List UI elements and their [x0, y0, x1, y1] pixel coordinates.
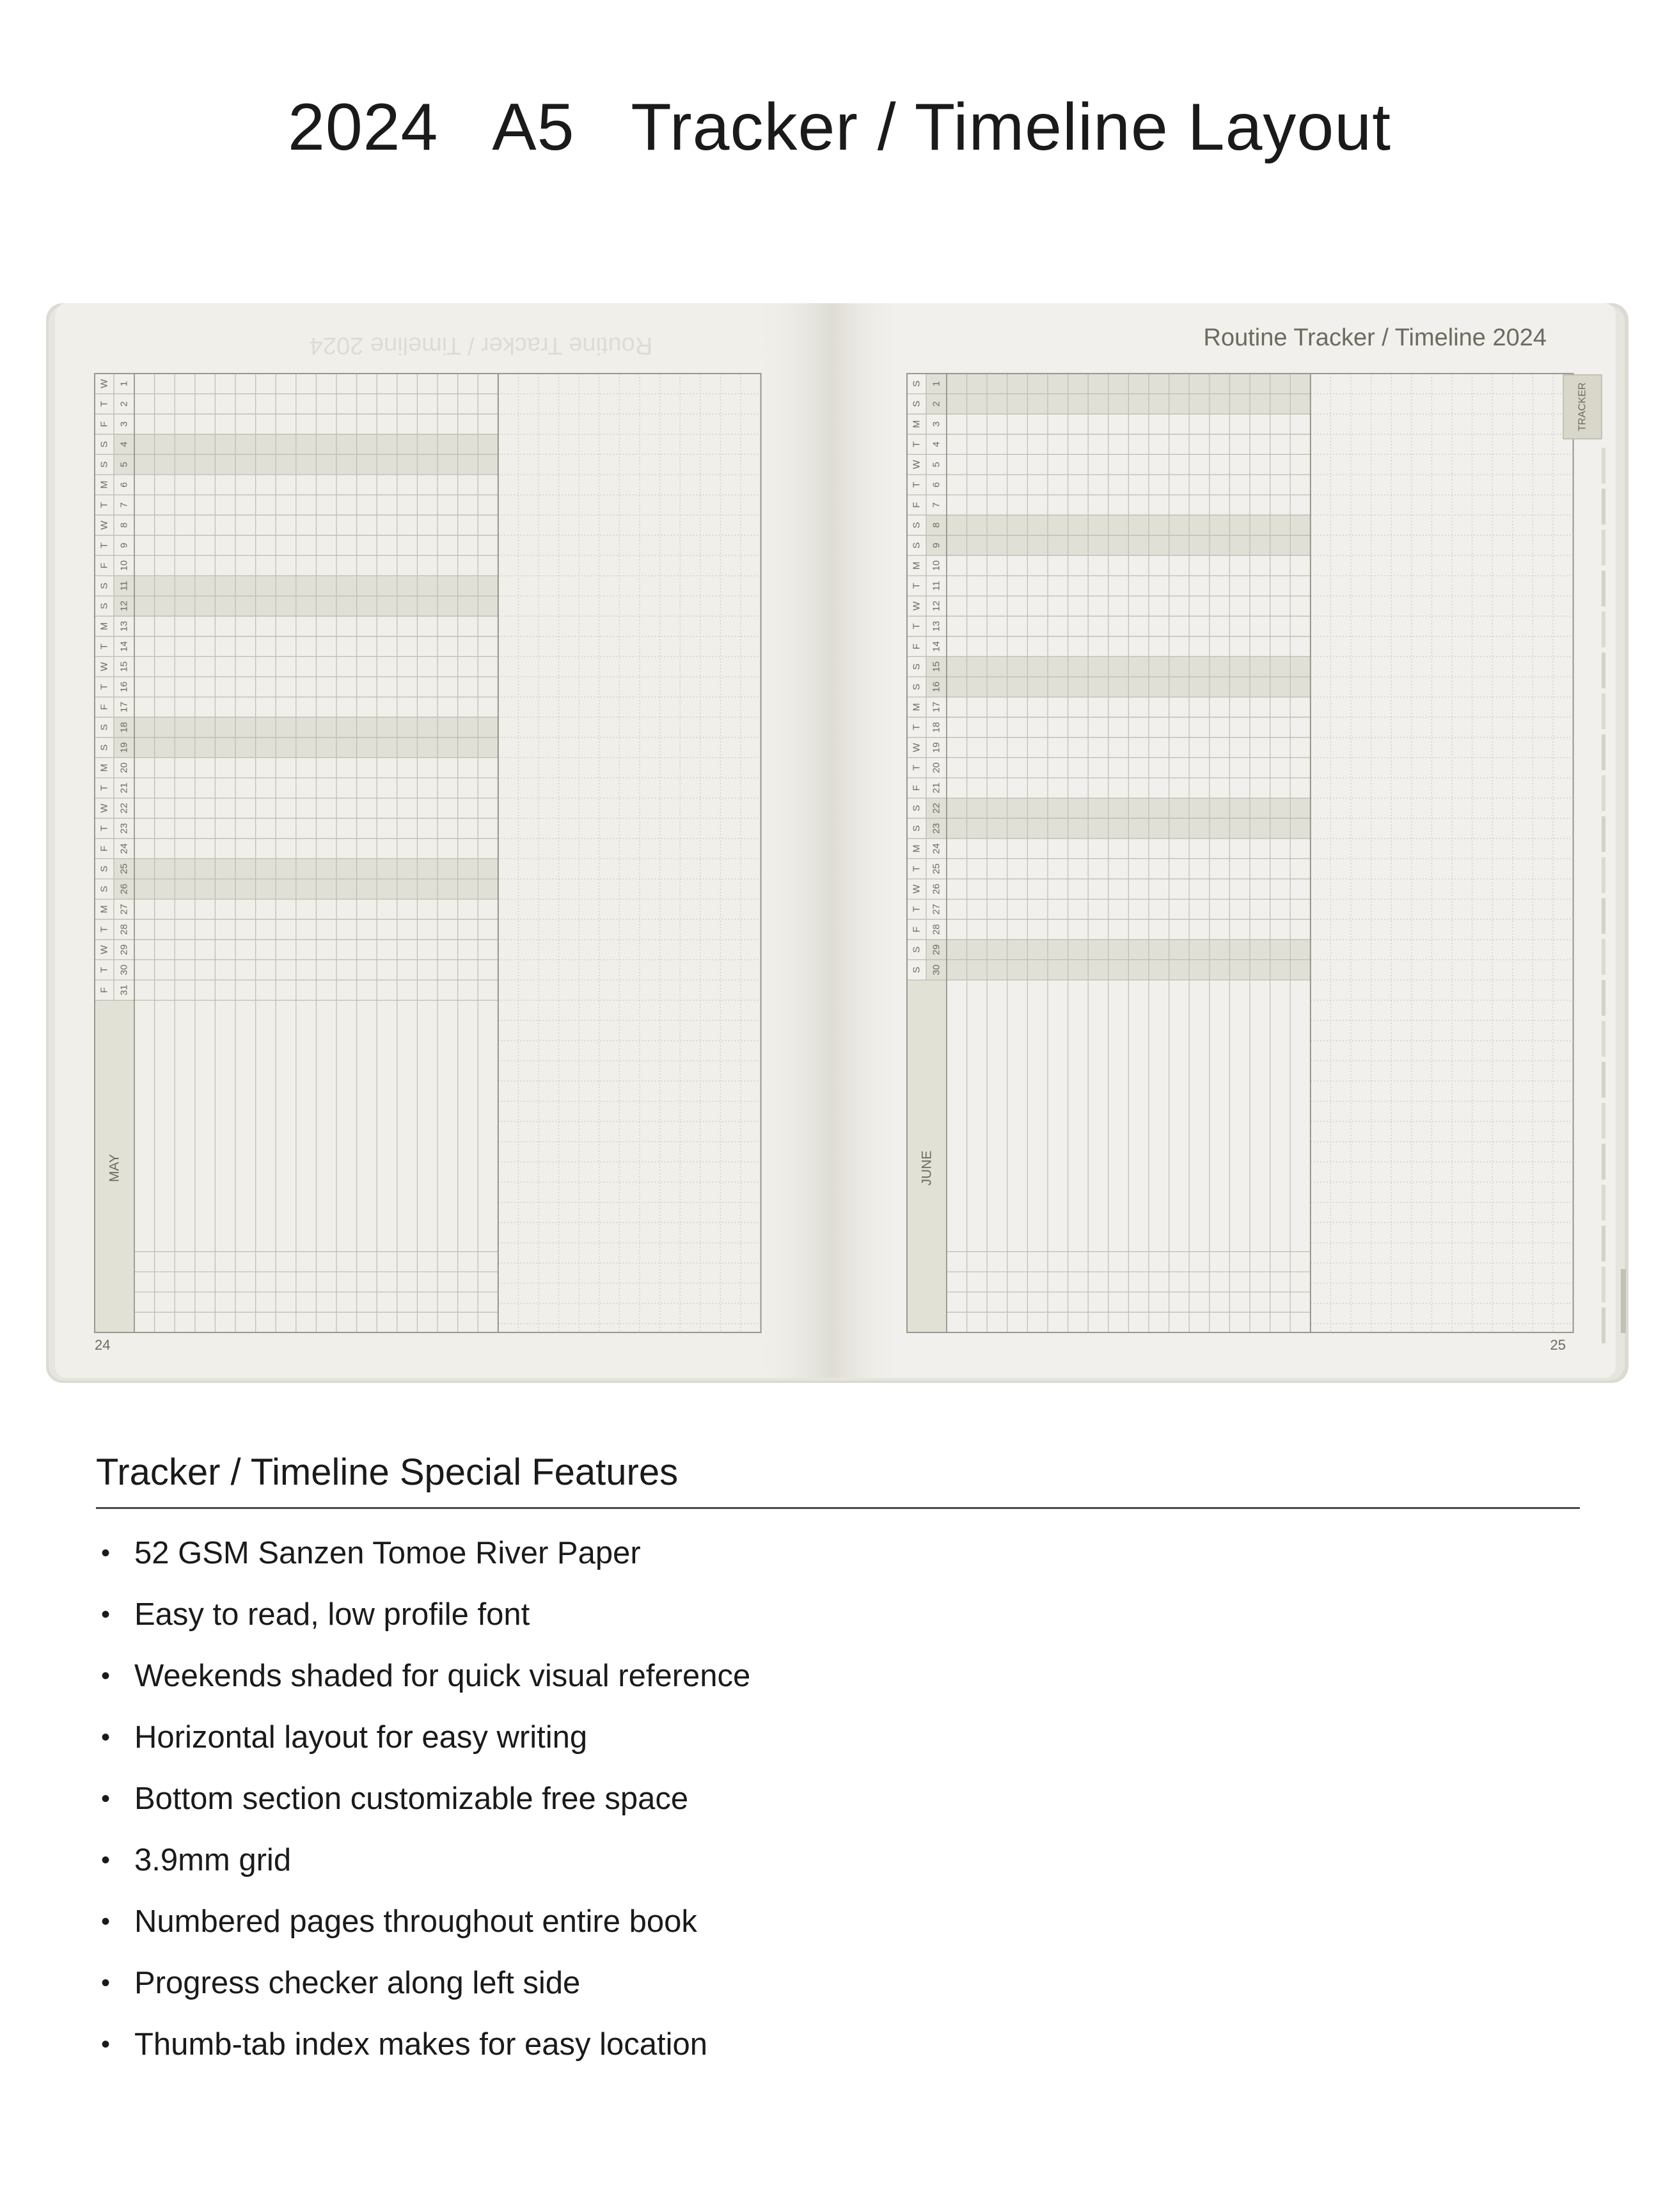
bullet-icon: •	[101, 1846, 111, 1874]
weekend-shade	[114, 434, 498, 455]
feature-item	[96, 1768, 750, 1829]
weekday-letter: M	[911, 420, 922, 429]
day-number: 18	[931, 722, 942, 733]
day-number: 28	[931, 924, 942, 935]
day-number: 5	[118, 462, 130, 468]
right-page-header: Routine Tracker / Timeline 2024	[1203, 324, 1547, 351]
day-number: 15	[931, 661, 942, 672]
day-number: 14	[118, 641, 130, 652]
feature-item	[96, 1707, 750, 1768]
weekend-shade	[114, 717, 498, 738]
thumb-tab	[1602, 734, 1605, 770]
day-number: 25	[931, 863, 942, 874]
feature-item	[96, 1584, 750, 1645]
day-number: 28	[118, 924, 130, 935]
day-number: 25	[118, 863, 130, 874]
weekend-shade	[926, 798, 1311, 819]
weekend-shade	[926, 394, 1311, 415]
weekday-letter: M	[99, 763, 110, 772]
right-page	[832, 303, 1616, 1378]
weekday-letter: F	[99, 987, 110, 993]
feature-item	[96, 1891, 750, 1952]
weekday-letter: F	[911, 502, 922, 508]
weekend-shade	[926, 940, 1311, 960]
weekday-letter: T	[911, 865, 922, 872]
weekday-letter: W	[99, 803, 110, 813]
bullet-icon: •	[101, 1662, 111, 1690]
day-number: 24	[931, 843, 942, 854]
weekday-letter: M	[99, 480, 110, 489]
day-number: 13	[118, 620, 130, 632]
weekday-letter: S	[911, 521, 922, 529]
weekday-letter: W	[911, 884, 922, 894]
left-gutter-shade	[755, 303, 833, 1378]
weekday-letter: T	[911, 441, 922, 448]
weekday-letter: S	[911, 946, 922, 953]
weekday-letter: W	[911, 460, 922, 470]
bullet-icon: •	[101, 1539, 111, 1567]
weekday-letter: F	[911, 926, 922, 933]
weekday-letter: S	[99, 885, 110, 892]
day-number: 3	[931, 421, 942, 427]
thumb-tab	[1602, 448, 1605, 484]
weekend-shade	[114, 738, 498, 758]
day-number: 10	[931, 560, 942, 571]
weekday-letter: T	[99, 644, 110, 650]
day-number: 22	[118, 803, 130, 814]
weekday-letter: M	[99, 905, 110, 913]
right-page-number: 25	[1550, 1337, 1566, 1353]
feature-item	[96, 1952, 750, 2014]
day-number: 14	[931, 641, 942, 652]
feature-text: 52 GSM Sanzen Tomoe River Paper	[134, 1536, 641, 1570]
day-number: 11	[118, 581, 130, 591]
day-number: 31	[118, 984, 130, 996]
weekday-letter: S	[911, 542, 922, 549]
thumb-tab	[1602, 1062, 1605, 1098]
features-heading: Tracker / Timeline Special Features	[96, 1451, 679, 1493]
weekday-letter: S	[911, 400, 922, 407]
bullet-icon: •	[101, 1908, 111, 1936]
bullet-icon: •	[101, 1969, 111, 1997]
weekend-shade	[114, 454, 498, 475]
weekday-letter: W	[911, 601, 922, 611]
bullet-icon: •	[101, 1785, 111, 1813]
feature-text: 3.9mm grid	[134, 1843, 292, 1877]
weekday-letter: T	[99, 502, 110, 508]
day-number: 3	[118, 421, 130, 427]
thumb-tab	[1602, 980, 1605, 1016]
weekday-letter: S	[911, 380, 922, 387]
features-list	[96, 1522, 750, 2075]
day-number: 16	[931, 681, 942, 693]
weekend-shade	[926, 515, 1311, 535]
thumb-tab	[1602, 612, 1605, 647]
day-number: 9	[931, 542, 942, 548]
weekday-letter: F	[99, 846, 110, 852]
weekday-letter: S	[99, 441, 110, 448]
day-number: 24	[118, 843, 130, 854]
bullet-icon: •	[101, 2030, 111, 2058]
weekday-letter: T	[99, 400, 110, 407]
day-number: 2	[931, 401, 942, 407]
day-number: 16	[118, 681, 130, 693]
day-number: 4	[118, 441, 130, 447]
weekday-letter: T	[911, 583, 922, 589]
weekday-letter: M	[911, 844, 922, 853]
thumb-tab	[1602, 816, 1605, 852]
weekday-letter: T	[99, 542, 110, 549]
weekend-shade	[114, 858, 498, 879]
day-number: 19	[118, 742, 130, 753]
weekday-letter: S	[911, 967, 922, 974]
feature-text: Numbered pages throughout entire book	[134, 1904, 697, 1939]
weekday-letter: M	[911, 703, 922, 711]
day-number: 23	[931, 823, 942, 834]
day-number: 27	[118, 904, 130, 915]
weekend-shade	[114, 879, 498, 899]
day-number: 17	[118, 702, 130, 713]
weekend-shade	[926, 677, 1311, 697]
weekend-shade	[926, 818, 1311, 839]
thumb-tab	[1602, 857, 1605, 893]
day-number: 29	[931, 944, 942, 955]
feature-text: Horizontal layout for easy writing	[134, 1720, 588, 1755]
day-number: 4	[931, 441, 942, 447]
day-number: 26	[118, 883, 130, 895]
weekend-shade	[114, 596, 498, 617]
weekday-letter: F	[99, 421, 110, 427]
weekend-shade	[926, 535, 1311, 556]
thumb-tab	[1602, 1267, 1605, 1302]
bullet-icon: •	[101, 1600, 111, 1629]
day-number: 7	[931, 502, 942, 508]
feature-item	[96, 1522, 750, 1584]
thumb-tab	[1602, 939, 1605, 975]
day-number: 12	[931, 601, 942, 612]
weekday-letter: M	[99, 622, 110, 631]
day-number: 1	[118, 381, 130, 386]
day-number: 7	[118, 502, 130, 508]
weekday-letter: F	[99, 704, 110, 710]
thumb-tab	[1602, 1226, 1605, 1261]
day-number: 17	[931, 702, 942, 713]
day-number: 30	[118, 964, 130, 976]
thumb-tab	[1602, 1103, 1605, 1139]
day-number: 18	[118, 722, 130, 733]
day-number: 9	[118, 542, 130, 548]
day-number: 20	[931, 762, 942, 773]
weekday-letter: F	[911, 644, 922, 650]
feature-item	[96, 1829, 750, 1891]
weekday-letter: W	[911, 743, 922, 752]
weekday-letter: M	[911, 561, 922, 570]
weekday-letter: S	[99, 603, 110, 610]
thumb-tab	[1602, 489, 1605, 525]
feature-text: Progress checker along left side	[134, 1966, 581, 2000]
day-number: 8	[931, 522, 942, 528]
thumb-tab	[1602, 652, 1605, 688]
weekday-letter: S	[99, 744, 110, 751]
weekday-letter: W	[99, 520, 110, 530]
thumb-tab	[1602, 1021, 1605, 1057]
feature-text: Easy to read, low profile font	[134, 1597, 530, 1632]
weekday-letter: W	[99, 662, 110, 672]
day-number: 19	[931, 742, 942, 753]
day-number: 13	[931, 620, 942, 632]
day-number: 1	[931, 381, 942, 386]
weekend-shade	[114, 576, 498, 596]
day-number: 21	[118, 782, 130, 794]
thumb-tab	[1602, 571, 1605, 606]
features-divider	[96, 1507, 1580, 1509]
weekday-letter: T	[911, 906, 922, 912]
weekend-shade	[926, 960, 1311, 980]
thumb-tab	[1602, 898, 1605, 934]
day-number: 26	[931, 883, 942, 895]
weekday-letter: T	[99, 926, 110, 933]
weekday-letter: S	[911, 825, 922, 832]
weekday-letter: S	[99, 582, 110, 589]
thumb-tab	[1602, 775, 1605, 811]
weekday-letter: S	[99, 461, 110, 468]
thumb-tab	[1602, 1307, 1605, 1343]
day-number: 8	[118, 522, 130, 528]
day-number: 15	[118, 661, 130, 672]
day-number: 2	[118, 401, 130, 407]
weekday-letter: S	[911, 663, 922, 670]
weekday-letter: W	[99, 945, 110, 954]
weekday-letter: S	[911, 805, 922, 812]
weekend-shade	[926, 656, 1311, 677]
weekday-letter: T	[911, 724, 922, 731]
day-number: 23	[118, 823, 130, 834]
feature-text: Thumb-tab index makes for easy location	[134, 2027, 708, 2062]
day-number: 22	[931, 803, 942, 814]
day-number: 10	[118, 560, 130, 571]
feature-item	[96, 1645, 750, 1707]
page-title: 2024 A5 Tracker / Timeline Layout	[287, 90, 1392, 164]
weekday-letter: W	[99, 379, 110, 388]
left-page-number: 24	[95, 1337, 111, 1353]
thumb-tab	[1602, 1185, 1605, 1221]
weekday-letter: T	[99, 785, 110, 791]
feature-item	[96, 2014, 750, 2075]
day-number: 27	[931, 904, 942, 915]
day-number: 12	[118, 601, 130, 612]
month-label: MAY	[107, 1154, 122, 1182]
weekday-letter: T	[911, 623, 922, 629]
weekday-letter: T	[911, 764, 922, 771]
right-gutter-shade	[832, 303, 902, 1378]
weekday-letter: T	[911, 482, 922, 488]
day-number: 5	[931, 462, 942, 468]
weekday-letter: S	[911, 683, 922, 690]
weekday-letter: T	[99, 967, 110, 973]
day-number: 29	[118, 944, 130, 955]
day-number: 11	[931, 581, 942, 591]
day-number: 6	[931, 482, 942, 487]
day-number: 21	[931, 782, 942, 794]
day-number: 30	[931, 964, 942, 976]
thumb-tab	[1602, 530, 1605, 565]
feature-text: Bottom section customizable free space	[134, 1781, 689, 1816]
weekday-letter: S	[99, 865, 110, 873]
weekday-letter: F	[911, 785, 922, 791]
feature-text: Weekends shaded for quick visual reference	[134, 1659, 751, 1693]
thumb-tab-dark	[1621, 1269, 1626, 1333]
weekend-shade	[926, 374, 1311, 394]
month-label: JUNE	[919, 1150, 934, 1186]
thumb-tab	[1602, 1144, 1605, 1180]
thumb-tab	[1602, 693, 1605, 729]
weekday-letter: S	[99, 723, 110, 731]
tracker-tab-label: TRACKER	[1577, 382, 1588, 432]
weekday-letter: T	[99, 825, 110, 832]
day-number: 20	[118, 762, 130, 773]
weekday-letter: T	[99, 684, 110, 690]
weekday-letter: F	[99, 562, 110, 569]
day-number: 6	[118, 482, 130, 487]
left-page-header-bleed: Routine Tracker / Timeline 2024	[309, 332, 653, 359]
bullet-icon: •	[101, 1723, 111, 1751]
